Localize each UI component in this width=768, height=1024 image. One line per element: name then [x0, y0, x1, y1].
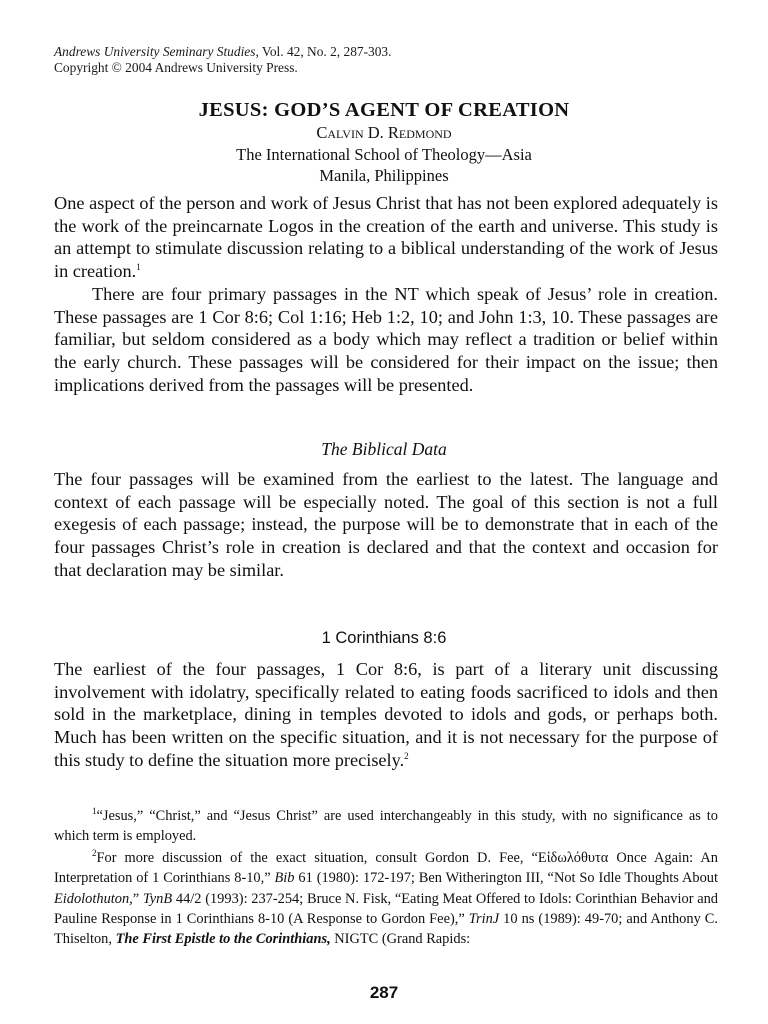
- footnote-1-text: “Jesus,” “Christ,” and “Jesus Christ” are used interchangeably in this study, with no significance as to which term is employed.: [54, 808, 718, 845]
- footnote-2-text-a: For more discussion of the exact situation, consult Gordon D. Fee, “Εἰδωλόθυτα Once Again: An Interpretation of 1 Corinthians 8-10,”: [54, 850, 718, 887]
- footnote-2-text-e: 10 ns (1989): 49-70; and Anthony C. Thiselton,: [54, 910, 718, 948]
- footnote-2-eidolothuton: Eidolothuton,: [54, 890, 133, 907]
- author-location: Manila, Philippines: [319, 166, 449, 185]
- intro-paragraph-1: [54, 192, 718, 283]
- footnote-ref-2[interactable]: 2: [404, 750, 409, 761]
- corinthians-paragraph: [54, 658, 718, 772]
- journal-name: Andrews University Seminary Studies: [54, 44, 256, 59]
- footnote-2-tynb: TynB: [142, 890, 173, 907]
- footnote-2-text-b: 61 (1980): 172-197; Ben Witherington III, “Not So Idle Thoughts About: [294, 870, 718, 887]
- intro-paragraph-1-text: One aspect of the person and work of Jesus Christ that has not been explored adequately is the work of the preincarnate Logos in the creation of the earth and universe. This study is an attempt to stimulate discussion relating to a biblical understanding of the work of Jesus in creation.: [54, 193, 718, 282]
- biblical-data-paragraph: The four passages will be examined from the earliest to the latest. The language and context of each passage will be especially noted. The goal of this section is not a full exegesis of each passage; instead, the purpose will be to demonstrate that in each of the four passages Christ’s role in creation is declared and that the context and occasion for that declaration may be similar.: [54, 469, 718, 580]
- section-heading-1-corinthians: 1 Corinthians 8:6: [321, 629, 447, 647]
- footnote-1-mark: 1: [92, 806, 97, 817]
- footnote-2-text-f: NIGTC (Grand Rapids:: [330, 931, 471, 948]
- footnote-2-text-c: ”: [132, 890, 143, 907]
- author-affiliation: The International School of Theology—Asia: [236, 145, 532, 164]
- journal-citation: [54, 44, 391, 76]
- footnote-ref-1[interactable]: 1: [136, 262, 141, 273]
- section-heading-biblical-data: The Biblical Data: [321, 439, 447, 459]
- journal-volume: , Vol. 42, No. 2, 287-303.: [255, 44, 392, 59]
- corinthians-paragraph-text: The earliest of the four passages, 1 Cor 8:6, is part of a literary unit discussing involvement with idolatry, specifically related to eating foods sacrificed to idols and then sold in the marketplace, dining in temples devoted to idols and gods, or perhaps both. Much has been written on the specific situation, and it is not necessary for the purpose of this study to define the situation more precisely.: [54, 659, 718, 770]
- footnote-2-book-title: The First Epistle to the Corinthians,: [115, 931, 331, 948]
- citation-line: [54, 44, 391, 60]
- footnote-2: [54, 848, 718, 949]
- article-author: Calvin D. Redmond: [316, 123, 452, 142]
- footnote-2-text-d: 44/2 (1993): 237-254; Bruce N. Fisk, “Eating Meat Offered to Idols: Corinthian Behavior and Pauline Response in 1 Corinthians 8-10 (A Response to Gordon Fee),”: [54, 890, 718, 927]
- intro-paragraph-2: There are four primary passages in the NT which speak of Jesus’ role in creation. These passages are 1 Cor 8:6; Col 1:16; Heb 1:2, 10; and John 1:3, 10. These passages are familiar, but seldom considered as a body which may reflect a tradition or belief within the early church. These passages will be considered for their impact on the issue; then implications derived from the passages will be presented.: [54, 284, 718, 395]
- footnote-1: [54, 806, 718, 847]
- footnote-2-bib: Bib: [274, 870, 295, 887]
- page-number: 287: [369, 983, 399, 1002]
- article-title: JESUS: GOD’S AGENT OF CREATION: [198, 99, 570, 121]
- footnote-2-trinj: TrinJ: [468, 910, 500, 927]
- copyright-line: Copyright © 2004 Andrews University Press.: [54, 60, 298, 75]
- footnote-2-mark: 2: [92, 848, 97, 859]
